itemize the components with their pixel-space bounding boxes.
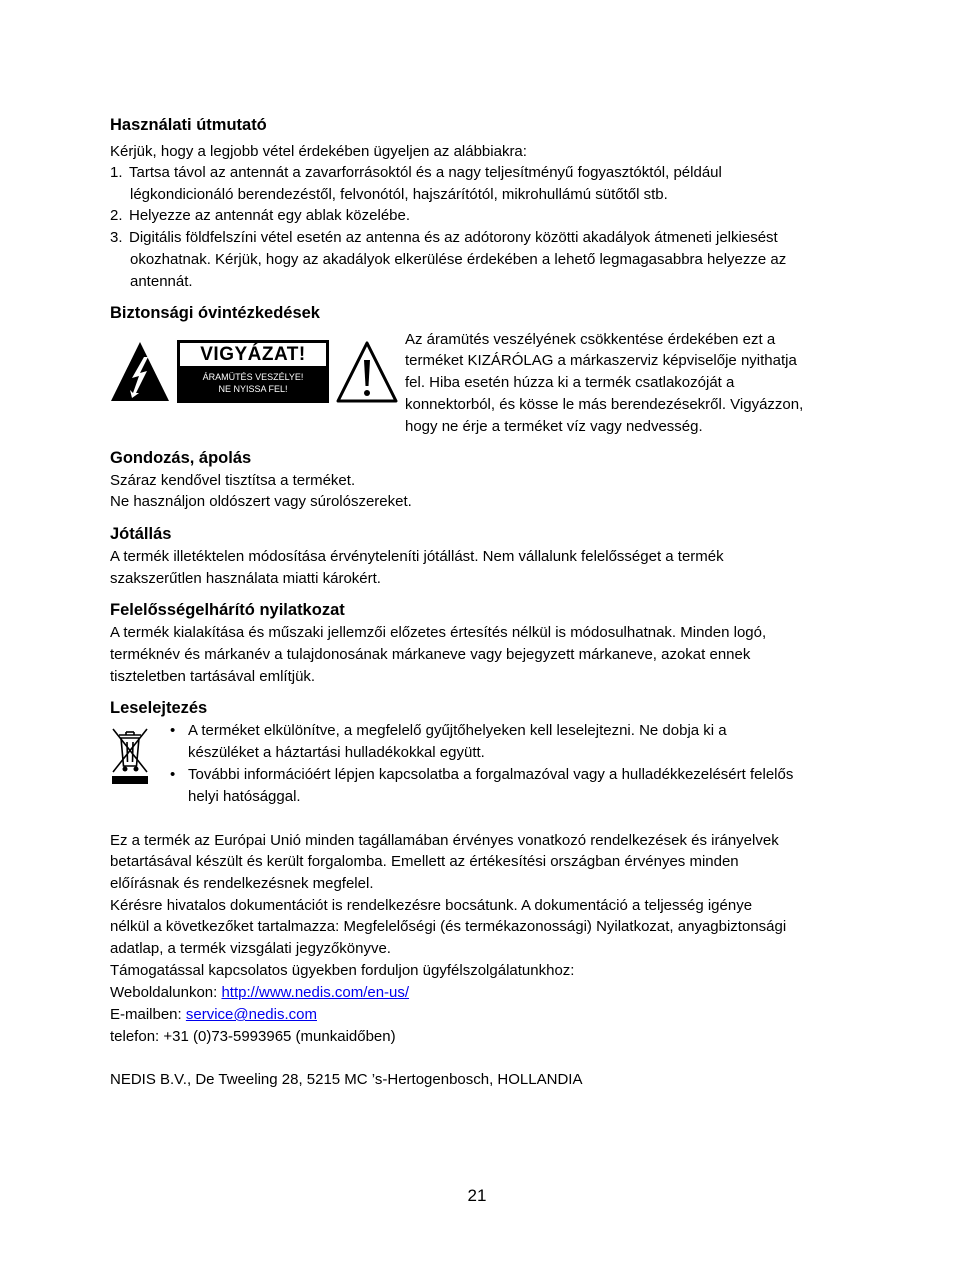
safety-text: terméket KIZÁRÓLAG a márkaszerviz képviselője nyithatja xyxy=(405,352,797,369)
list-item: További információért lépjen kapcsolatba a forgalmazóval vagy a hulladékkezelésért felelős xyxy=(188,766,794,783)
list-item-text: Helyezze az antennát egy ablak közelébe. xyxy=(129,207,411,224)
compliance-text: Kérésre hivatalos dokumentációt is rendelkezésre bocsátunk. A dokumentáció a teljesség igénye xyxy=(110,897,753,914)
bullet: • xyxy=(170,766,176,783)
warranty-text: A termék illetéktelen módosítása érvényteleníti jótállást. Nem vállalunk felelősséget a termék xyxy=(110,548,724,565)
phone-line: telefon: +31 (0)73-5993965 (munkaidőben) xyxy=(110,1028,396,1045)
page-number: 21 xyxy=(467,1186,487,1205)
compliance-text: betartásával készült és került forgalomba. Emellett az értékesítési országban érvényes minden xyxy=(110,853,739,870)
caution-title: VIGYÁZAT! xyxy=(180,343,326,366)
website-line xyxy=(110,984,409,1002)
email-label: E-mailben: xyxy=(110,1006,186,1023)
safety-text: Az áramütés veszélyének csökkentése érdekében ezt a xyxy=(405,331,776,348)
list-number: 2. xyxy=(110,207,123,224)
exclamation-warning-icon xyxy=(336,340,398,403)
list-item-text: Tartsa távol az antennát a zavarforrásoktól és a nagy teljesítményű fogyasztóktól, például xyxy=(129,164,722,181)
list-item-text: Digitális földfelszíni vétel esetén az antenna és az adótorony közötti akadályok átmeneti jelkiesést xyxy=(129,229,778,246)
compliance-text: nélkül a következőket tartalmazza: Megfelelőségi (és termékazonossági) Nyilatkozat, anyagbiztonsági xyxy=(110,918,787,935)
caution-label xyxy=(177,340,329,403)
list-number: 1. xyxy=(110,164,123,181)
email-line xyxy=(110,1006,317,1024)
electric-shock-warning-icon xyxy=(110,340,170,403)
section-heading-warranty: Jótállás xyxy=(110,525,172,543)
usage-intro: Kérjük, hogy a legjobb vétel érdekében ügyeljen az alábbiakra: xyxy=(110,143,527,160)
list-item: helyi hatósággal. xyxy=(188,788,301,805)
section-heading-disposal: Leselejtezés xyxy=(110,699,208,717)
section-heading-care: Gondozás, ápolás xyxy=(110,449,252,467)
compliance-text: adatlap, a termék vizsgálati jegyzőkönyve. xyxy=(110,940,391,957)
list-item: készüléket a háztartási hulladékokkal együtt. xyxy=(188,744,485,761)
safety-text: hogy ne érje a terméket víz vagy nedvesség. xyxy=(405,418,703,435)
company-address: NEDIS B.V., De Tweeling 28, 5215 MC ’s-Hertogenbosch, HOLLANDIA xyxy=(110,1071,583,1088)
disclaimer-text: A termék kialakítása és műszaki jellemzői előzetes értesítés nélkül is módosulhatnak. Minden logó, xyxy=(110,624,767,641)
website-label: Weboldalunkon: xyxy=(110,984,222,1001)
list-item-text: légkondicionáló berendezéstől, felvonótól, hajszárítótól, mikrohullámú sütőtől stb. xyxy=(130,186,668,203)
care-text: Száraz kendővel tisztítsa a terméket. xyxy=(110,472,356,489)
warranty-text: szakszerűtlen használata miatti károkért. xyxy=(110,570,381,587)
safety-text: konnektorból, és kösse le más berendezésekről. Vigyázzon, xyxy=(405,396,804,413)
section-heading-usage: Használati útmutató xyxy=(110,116,267,134)
disclaimer-text: tiszteletben tartásával említjük. xyxy=(110,668,316,685)
list-item-text: antennát. xyxy=(130,273,193,290)
list-number: 3. xyxy=(110,229,123,246)
website-link[interactable]: http://www.nedis.com/en-us/ xyxy=(221,984,410,1001)
compliance-text: Ez a termék az Európai Unió minden tagállamában érvényes vonatkozó rendelkezések és irányelvek xyxy=(110,832,779,849)
section-heading-safety: Biztonsági óvintézkedések xyxy=(110,304,320,322)
list-item: A terméket elkülönítve, a megfelelő gyűjtőhelyeken kell leselejtezni. Ne dobja ki a xyxy=(188,722,727,739)
weee-crossed-bin-icon xyxy=(111,726,149,786)
email-link[interactable]: service@nedis.com xyxy=(185,1006,317,1023)
list-item-text: okozhatnak. Kérjük, hogy az akadályok elkerülése érdekében a lehető legmagasabbra helyezze az xyxy=(130,251,787,268)
compliance-text: Támogatással kapcsolatos ügyekben forduljon ügyfélszolgálatunkhoz: xyxy=(110,962,575,979)
bullet: • xyxy=(170,722,176,739)
safety-text: fel. Hiba esetén húzza ki a termék csatlakozóját a xyxy=(405,374,735,391)
caution-subtext: ÁRAMÜTÉS VESZÉLYE! xyxy=(202,372,304,382)
care-text: Ne használjon oldószert vagy súrolószereket. xyxy=(110,493,412,510)
section-heading-disclaimer: Felelősségelhárító nyilatkozat xyxy=(110,601,345,619)
caution-subtext: NE NYISSA FEL! xyxy=(218,384,288,394)
disclaimer-text: terméknév és márkanév a tulajdonosának márkaneve vagy bejegyzett márkaneve, azokat ennek xyxy=(110,646,751,663)
compliance-text: előírásnak és rendelkezésnek megfelel. xyxy=(110,875,374,892)
